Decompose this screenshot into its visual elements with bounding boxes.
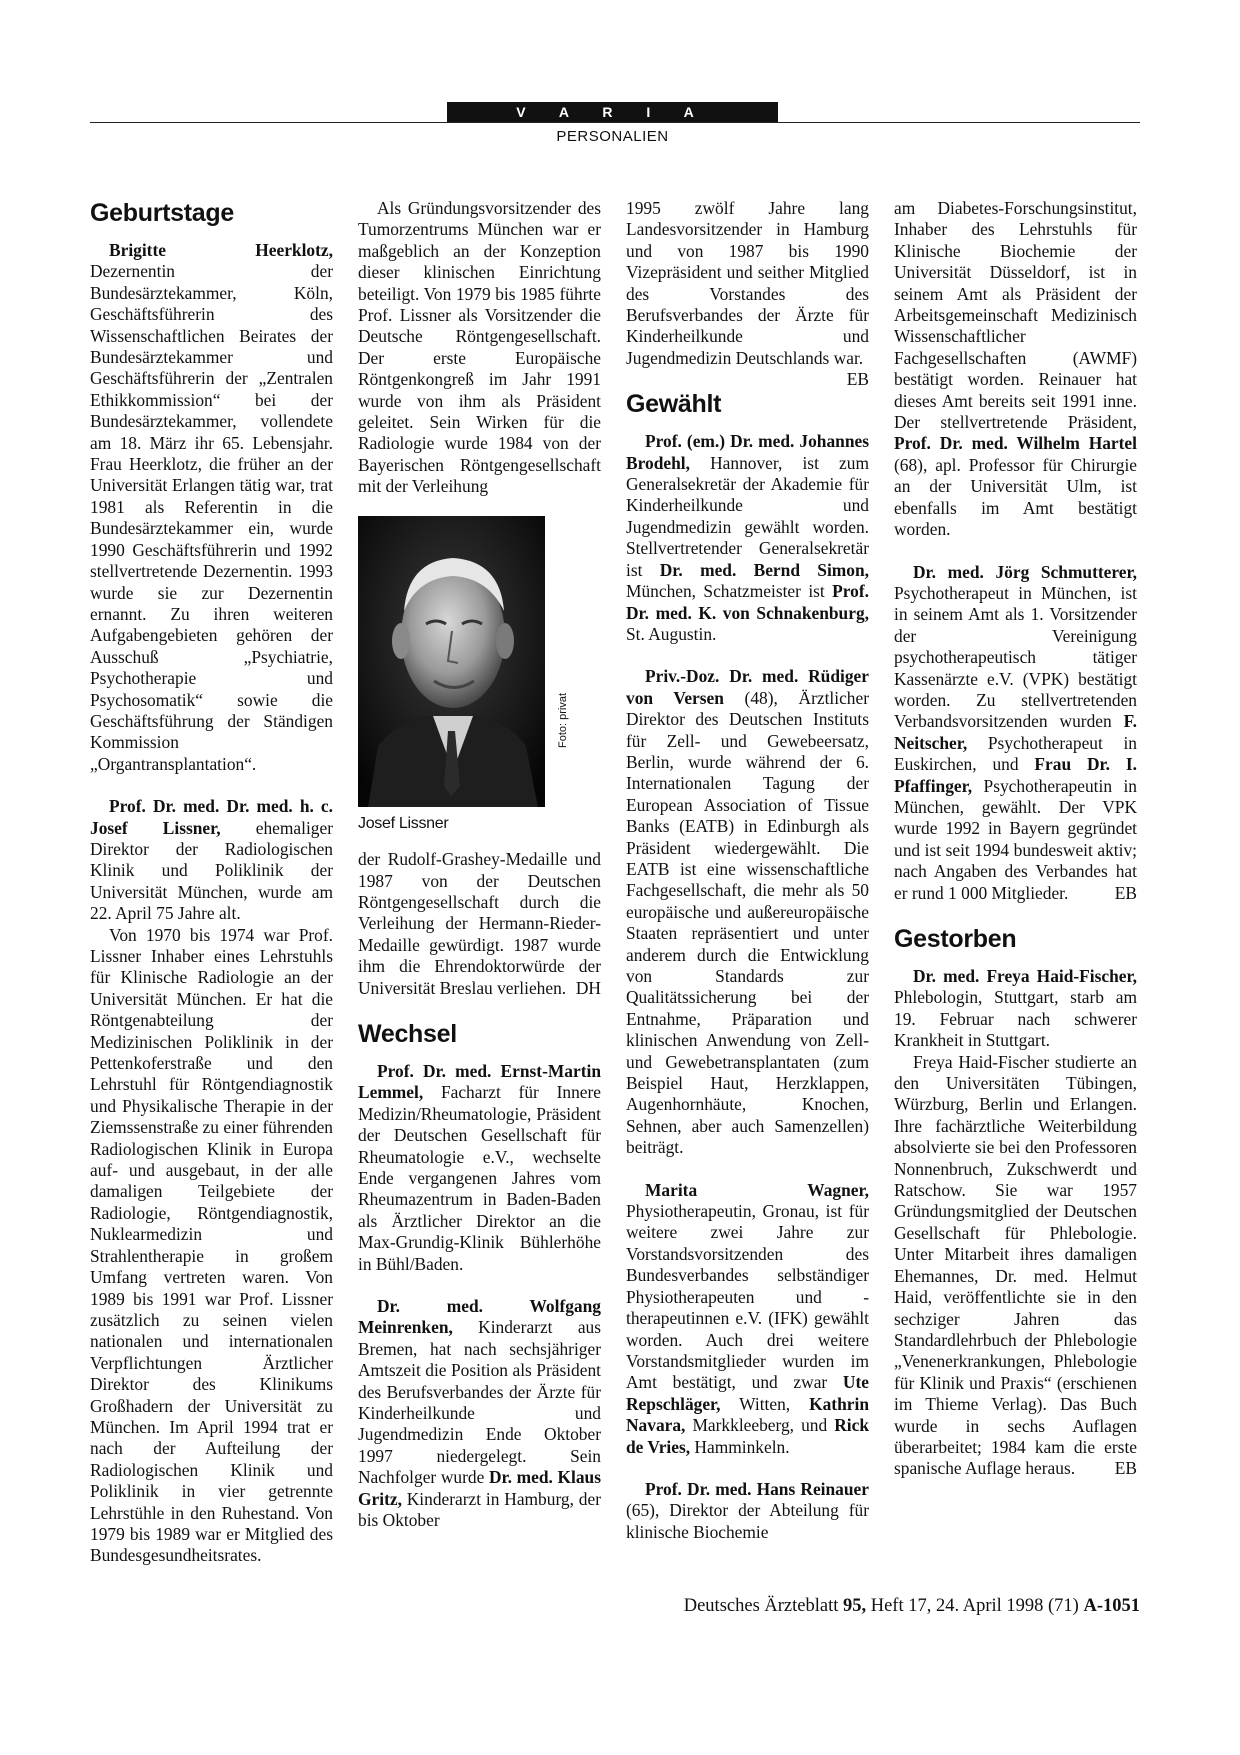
page-footer bbox=[620, 1596, 1140, 1617]
journal-name: Deutsches Ärzteblatt bbox=[683, 1596, 843, 1616]
person-name: Priv.-Doz. Dr. med. Rüdiger von Versen bbox=[626, 666, 869, 708]
person-name: F. Neitscher, bbox=[894, 711, 1137, 753]
person-name: Dr. med. Wolfgang Meinrenken, bbox=[358, 1296, 601, 1338]
paragraph: Prof. Dr. med. Dr. med. h. c. Josef Lissner, ehemaliger Direktor der Radiologischen Klinik und Poliklinik der Universität München, wurde am 22. April 75 Jahre alt. bbox=[90, 796, 333, 924]
paragraph: Dr. med. Wolfgang Meinrenken, Kinderarzt aus Bremen, hat nach sechsjähriger Amtszeit die Position als Präsident des Berufsverbandes der Ärzte für Kinderheilkunde und Jugendmedizin Ende Oktober 1997 niedergelegt. Sein Nachfolger wurde Dr. med. Klaus Gritz, Kinderarzt in Hamburg, der bis Oktober bbox=[358, 1296, 601, 1531]
person-name: Brigitte Heerklotz, bbox=[109, 240, 333, 260]
paragraph: der Rudolf-Grashey-Medaille und 1987 von der Deutschen Röntgengesellschaft durch die Verleihung der Hermann-Rieder-Medaille gewürdigt. 1987 wurde ihm die Ehrendoktorwürde der Universität Breslau verliehen. DH bbox=[358, 849, 601, 998]
paragraph: am Diabetes-Forschungsinstitut, Inhaber des Lehrstuhls für Klinische Biochemie der Universität Düsseldorf, ist in seinem Amt als Präsident der Arbeitsgemeinschaft Medizinisch Wissenschaftlicher Fachgesellschaften (AWMF) bestätigt worden. Reinauer hat dieses Amt bereits seit 1991 inne. Der stellvertretende Präsident, Prof. Dr. med. Wilhelm Hartel (68), apl. Professor für Chirurgie an der Universität Ulm, ist ebenfalls im Amt bestätigt worden. bbox=[894, 198, 1137, 540]
paragraph: Von 1970 bis 1974 war Prof. Lissner Inhaber eines Lehrstuhls für Klinische Radiologie an der Universität München. Er hat die Röntgenabteilung der Medizinischen Poliklinik in der Pettenkoferstraße und den Lehrstuhl für Röntgendiagnostik und Physikalische Therapie in der Ziemssenstraße zu einer führenden Radiologischen Klinik in Europa auf- und ausgebaut, in der alle damaligen Teilgebiete der Radiologie, Röntgendiagnostik, Nuklearmedizin und Strahlentherapie in großem Umfang vertreten waren. Von 1989 bis 1991 war Prof. Lissner zusätzlich zu seinen vielen nationalen und internationalen Verpflichtungen Ärztlicher Direktor des Klinikums Großhadern der Universität zu München. Im April 1994 trat er nach der Aufteilung der Radiologischen Klinik und Poliklinik in vier getrennte Lehrstühle in den Ruhestand. Von 1979 bis 1989 war er Mitglied des Bundesgesundheitsrates. bbox=[90, 924, 333, 1566]
heading-wechsel: Wechsel bbox=[358, 1019, 457, 1048]
paragraph: Freya Haid-Fischer studierte an den Universitäten Tübingen, Würzburg, Berlin und Erlangen. Ihre fachärztliche Weiterbildung absolvierte sie bei den Professoren Nonnenbruch, Zukschwerdt und Ratschow. Sie war 1957 Gründungsmitglied der Deutschen Gesellschaft für Phlebologie. Unter Mitarbeit ihres damaligen Ehemannes, Dr. med. Helmut Haid, veröffentlichte sie in den sechziger Jahren das Standardlehrbuch der Phlebologie „Venenerkrankungen, Phlebologie für Klinik und Praxis“ (erschienen im Thieme Verlag). Das Buch wurde in sechs Auflagen überarbeitet; 1984 kam die erste spanische Auflage heraus. EB bbox=[894, 1051, 1137, 1479]
paragraph: Prof. Dr. med. Hans Reinauer (65), Direktor der Abteilung für klinische Biochemie bbox=[626, 1478, 869, 1542]
person-name: Kathrin Navara, bbox=[626, 1393, 869, 1436]
paragraph: 1995 zwölf Jahre lang Landesvorsitzender in Hamburg und von 1987 bis 1990 Vizepräsident und seither Mitglied des Vorstandes des Berufsverbandes der Ärzte für Kinderheilkunde und Jugendmedizin Deutschlands war. EB bbox=[626, 198, 869, 390]
person-name: Prof. (em.) Dr. med. Johannes Brodehl, bbox=[626, 431, 869, 473]
author-initials: EB bbox=[1114, 1458, 1137, 1479]
person-name: Frau Dr. I. Pfaffinger, bbox=[894, 754, 1137, 796]
paragraph: Brigitte Heerklotz, Dezernentin der Bundesärztekammer, Köln, Geschäftsführerin des Wissenschaftlichen Beirates der Bundesärztekammer und Geschäftsführerin der „Zentralen Ethikkommission“ bei der Bundesärztekammer, vollendete am 18. März ihr 65. Lebensjahr. Frau Heerklotz, die früher an der Universität Erlangen tätig war, trat 1981 als Referentin in die Bundesärztekammer ein, wurde 1990 Geschäftsführerin und 1992 stellvertretende Dezernentin. 1993 wurde sie zur Dezernentin ernannt. Zu ihren weiteren Aufgabengebieten gehören der Ausschuß „Psychiatrie, Psychotherapie und Psychosomatik“ sowie die Geschäftsführung der Ständigen Kommission „Organtransplantation“. bbox=[90, 240, 333, 774]
paragraph: Prof. (em.) Dr. med. Johannes Brodehl, Hannover, ist zum Generalsekretär der Akademie für Kinderheilkunde und Jugendmedizin gewählt worden. Stellvertretender Generalsekretär ist Dr. med. Bernd Simon, München, Schatzmeister ist Prof. Dr. med. K. von Schnakenburg, St. Augustin. bbox=[626, 431, 870, 644]
photo-caption: Josef Lissner bbox=[358, 814, 449, 832]
author-initials: DH bbox=[575, 977, 601, 998]
volume-number: 95, bbox=[842, 1596, 867, 1616]
column-2 bbox=[358, 198, 601, 1531]
person-name: Prof. Dr. med. Dr. med. h. c. Josef Lissner, bbox=[90, 796, 333, 838]
header-rule bbox=[90, 122, 1140, 123]
paragraph: Dr. med. Freya Haid-Fischer, Phlebologin, Stuttgart, starb am 19. Februar nach schwerer Krankheit in Stuttgart. bbox=[894, 966, 1137, 1051]
heading-gestorben: Gestorben bbox=[894, 925, 1017, 953]
paragraph: Als Gründungsvorsitzender des Tumorzentrums München war er maßgeblich an der Konzeption dieser klinischen Einrichtung beteiligt. Von 1979 bis 1985 führte Prof. Lissner als Vorsitzender die Deutsche Röntgengesellschaft. Der erste Europäische Röntgenkongreß im Jahr 1991 wurde von ihm als Präsident geleitet. Sein Wirken für die Radiologie wurde 1984 von der Bayerischen Röntgengesellschaft mit der Verleihung bbox=[358, 198, 601, 497]
column-1 bbox=[90, 198, 333, 1567]
person-name: Prof. Dr. med. Ernst-Martin Lemmel, bbox=[358, 1060, 601, 1103]
photo-credit: Foto: privat bbox=[557, 692, 569, 748]
paragraph: Dr. med. Jörg Schmutterer, Psychotherapeut in München, ist in seinem Amt als 1. Vorsitzender der Vereinigung psychotherapeutisch tätiger Kassenärzte e.V. (VPK) bestätigt worden. Zu stellvertretenden Verbandsvorsitzenden wurden F. Neitscher, Psychotherapeut in Euskirchen, und Frau Dr. I. Pfaffinger, Psychotherapeutin in München, gewählt. Der VPK wurde 1992 in Bayern gegründet und ist seit 1994 bundesweit aktiv; nach Angaben des Verbandes hat er rund 1 000 Mitglieder. EB bbox=[894, 561, 1137, 903]
person-name: Dr. med. Bernd Simon, bbox=[659, 559, 870, 580]
person-name: Prof. Dr. med. K. von Schnakenburg, bbox=[626, 581, 869, 623]
author-initials: EB bbox=[846, 369, 869, 390]
paragraph: Priv.-Doz. Dr. med. Rüdiger von Versen (48), Ärztlicher Direktor des Deutschen Instituts für Zell- und Gewebeersatz, Berlin, wurde während der 6. Internationalen Tagung der European Association of Tissue Banks (EATB) in Edinburgh als Präsident wiedergewählt. Die EATB ist eine wissenschaftliche Fachgesellschaft, die mehr als 50 europäische und außereuropäische Staaten repräsentiert und unter anderem durch die Entwicklung von Standards zur Qualitätssicherung bei der Entnahme, Präparation und klinischen Anwendung von Zell- und Gewebetransplantaten (zum Beispiel Haut, Herzklappen, Augenhornhäute, Knochen, Sehnen, aber auch Samenzellen) beiträgt. bbox=[626, 666, 869, 1158]
portrait-illustration bbox=[358, 516, 545, 807]
subsection-label: PERSONALIEN bbox=[556, 128, 669, 145]
person-name: Dr. med. Jörg Schmutterer, bbox=[913, 561, 1137, 582]
person-name: Marita Wagner, bbox=[645, 1179, 869, 1200]
person-name: Ute Repschläger, bbox=[626, 1372, 869, 1414]
person-name: Dr. med. Klaus Gritz, bbox=[358, 1467, 601, 1509]
paragraph: Prof. Dr. med. Ernst-Martin Lemmel, Facharzt für Innere Medizin/Rheumatologie, Präsident der Deutschen Gesellschaft für Rheumatologie e.V., wechselte Ende vergangenen Jahres vom Rheumazentrum in Baden-Baden als Ärztlicher Direktor an die Max-Grundig-Klinik Bühlerhöhe in Bühl/Baden. bbox=[358, 1060, 601, 1274]
portrait-photo bbox=[358, 516, 545, 807]
column-3 bbox=[626, 198, 869, 1543]
portrait-figure bbox=[358, 516, 601, 807]
person-name: Rick de Vries, bbox=[626, 1415, 869, 1457]
author-initials: EB bbox=[1114, 882, 1137, 903]
heading-gewaehlt: Gewählt bbox=[626, 390, 722, 419]
person-name: Prof. Dr. med. Hans Reinauer bbox=[645, 1478, 869, 1499]
page-number: A-1051 bbox=[1083, 1596, 1140, 1616]
heading-geburtstage: Geburtstage bbox=[90, 199, 234, 227]
paragraph: Marita Wagner, Physiotherapeutin, Gronau, ist für weitere zwei Jahre zur Vorstandsvorsitzenden des Bundesverbandes selbständiger Physiotherapeuten und -therapeutinnen e.V. (IFK) gewählt worden. Auch drei weitere Vorstandsmitglieder wurden im Amt bestätigt, und zwar Ute Repschläger, Witten, Kathrin Navara, Markkleeberg, und Rick de Vries, Hamminkeln. bbox=[626, 1179, 869, 1457]
section-label: V A R I A bbox=[447, 102, 778, 123]
person-name: Prof. Dr. med. Wilhelm Hartel bbox=[894, 433, 1137, 454]
issue-info: Heft 17, 24. April 1998 (71) bbox=[866, 1596, 1084, 1616]
column-4 bbox=[894, 198, 1137, 1480]
person-name: Dr. med. Freya Haid-Fischer, bbox=[913, 966, 1137, 986]
